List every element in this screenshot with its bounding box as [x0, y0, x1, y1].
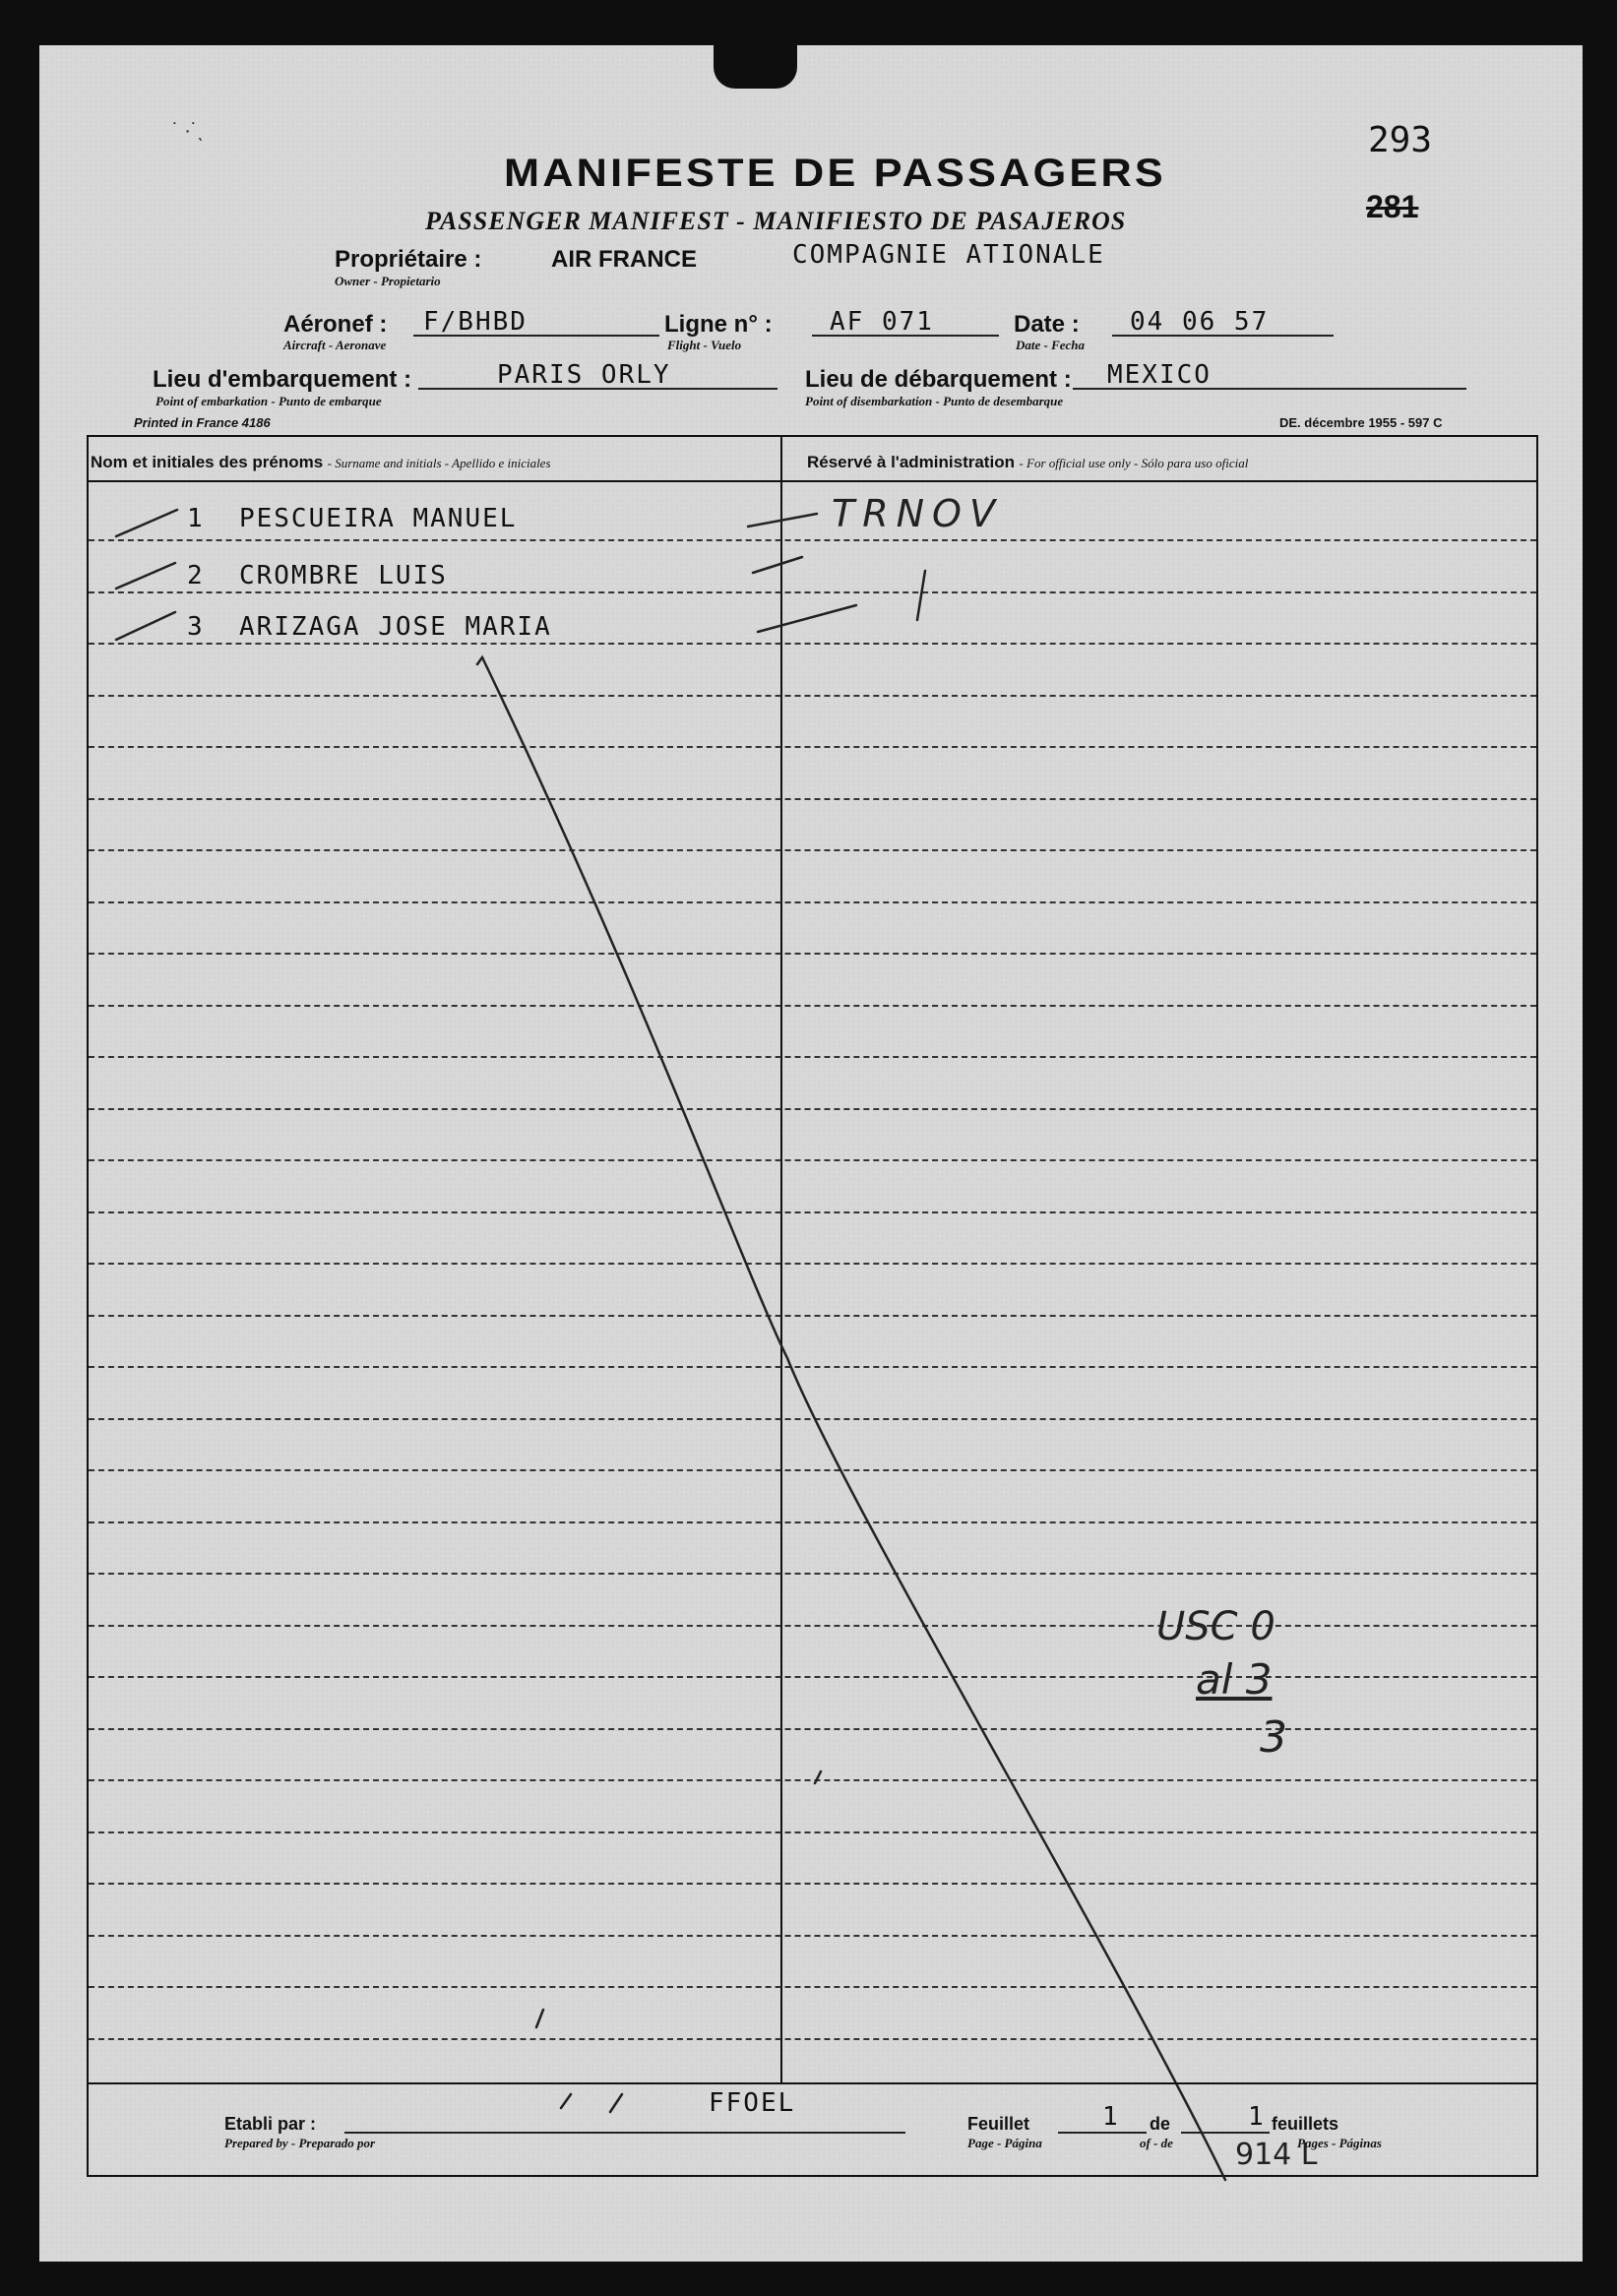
passenger-number: 3: [187, 612, 205, 642]
sheets-sublabel: Pages - Páginas: [1297, 2136, 1382, 2150]
handwritten-code: 914 L: [1235, 2138, 1318, 2172]
form-code: DE. décembre 1955 - 597 C: [1279, 415, 1443, 430]
stray-mark: [536, 2010, 543, 2027]
tally-line-2: al 3: [1196, 1655, 1273, 1704]
old-page-number: 281: [1366, 189, 1419, 224]
col2-header-en: - For official use only - Sólo para uso oficial: [1019, 456, 1249, 470]
footer-rule: [87, 2082, 1538, 2084]
vertical-tick: [917, 571, 925, 620]
sheet-number: 1: [1102, 2102, 1120, 2132]
sheet-underline: [1058, 2132, 1147, 2134]
col1-header-en: - Surname and initials - Apellido e iniciales: [327, 456, 551, 470]
check-mark-2: [116, 563, 175, 589]
disembark-sublabel: Point of disembarkation - Punto de desembarque: [805, 394, 1064, 408]
stray-mark: [815, 1771, 821, 1783]
of-label: de: [1150, 2114, 1171, 2134]
tally-line-1: USC 0: [1156, 1604, 1275, 1649]
row-dash-3: [758, 605, 856, 632]
owner-sublabel: Owner - Propietario: [335, 274, 441, 288]
total-underline: [1181, 2132, 1270, 2134]
owner-typed: COMPAGNIE ATIONALE: [792, 240, 1105, 270]
sheet-total: 1: [1248, 2102, 1266, 2132]
owner-value: AIR FRANCE: [551, 246, 697, 273]
col2-header-fr: Réservé à l'administration: [807, 453, 1015, 471]
aircraft-value: F/BHBD: [423, 307, 528, 337]
disembark-value: MEXICO: [1107, 360, 1212, 390]
sheet-label: Feuillet: [967, 2114, 1030, 2134]
check-mark-1: [116, 510, 177, 536]
tally-line-3: 3: [1260, 1712, 1287, 1763]
passenger-name: CROMBRE LUIS: [238, 561, 448, 590]
aircraft-sublabel: Aircraft - Aeronave: [283, 338, 387, 352]
admin-note: TRNOV: [832, 492, 1003, 535]
printed-note: Printed in France 4186: [134, 415, 271, 430]
prepared-underline: [344, 2132, 905, 2134]
passenger-number: 1: [187, 504, 205, 533]
embark-value: PARIS ORLY: [497, 360, 671, 390]
embark-sublabel: Point of embarkation - Punto de embarque: [155, 394, 382, 408]
document-title: MANIFESTE DE PASSAGERS: [504, 152, 1166, 195]
sheet-sublabel: Page - Página: [967, 2136, 1042, 2150]
row-dash-2: [753, 557, 802, 573]
prepared-sublabel: Prepared by - Preparado por: [224, 2136, 376, 2150]
sheets-label: feuillets: [1272, 2114, 1339, 2134]
page-number: 293: [1368, 120, 1433, 160]
date-value: 04 06 57: [1130, 307, 1270, 337]
owner-label: Propriétaire :: [335, 246, 482, 273]
line-sublabel: Flight - Vuelo: [667, 338, 742, 352]
line-label: Ligne n° :: [664, 311, 773, 338]
scan-speck: ˙ ·˙ˎ: [172, 120, 205, 142]
document-subtitle: PASSENGER MANIFEST - MANIFIESTO DE PASAJEROS: [425, 207, 1127, 235]
of-sublabel: of - de: [1140, 2136, 1173, 2150]
row-dash-1: [748, 514, 817, 527]
cancel-line: [477, 657, 1225, 2180]
passenger-number: 2: [187, 561, 205, 590]
date-label: Date :: [1014, 311, 1080, 338]
prepared-label: Etabli par :: [224, 2114, 317, 2134]
col1-header-fr: Nom et initiales des prénoms: [91, 453, 324, 471]
passenger-name: PESCUEIRA MANUEL: [238, 504, 518, 533]
disembark-label: Lieu de débarquement :: [805, 366, 1072, 393]
line-value: AF 071: [830, 307, 934, 337]
embark-label: Lieu d'embarquement :: [153, 366, 412, 393]
stray-mark: [610, 2094, 622, 2112]
stray-mark: [561, 2094, 571, 2108]
aircraft-label: Aéronef :: [283, 311, 388, 338]
check-mark-3: [116, 612, 175, 640]
date-sublabel: Date - Fecha: [1016, 338, 1086, 352]
passenger-name: ARIZAGA JOSE MARIA: [238, 612, 552, 642]
prepared-value: FFOEL: [709, 2088, 796, 2118]
